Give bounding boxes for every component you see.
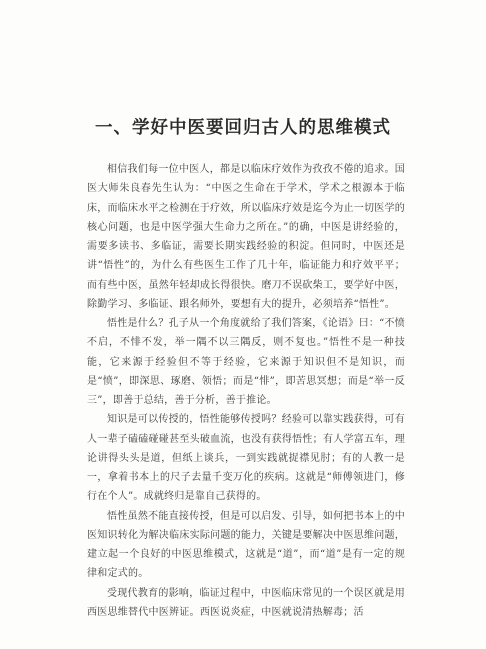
paragraph: 相信我们每一位中医人，都是以临床疗效作为孜孜不倦的追求。国医大师朱良春先生认为：“中医之生命在于学术，学术之根源本于临床，而临床水平之检测在于疗效，所以临床疗效是迄今为止一切医学的核心问题，也是中医学强大生命力之所在。”的确，中医是讲经验的，需要多读书、多临证，需要长期实践经验的积淀。但同时，中医还是讲“悟性”的，为什么有些医生工作了几十年，临证能力和疗效平平；而有些中医，虽然年轻却成长得很快。磨刀不误砍柴工，要学好中医，除勤学习、多临证、跟名师外，要想有大的提升，必须培养“悟性”。 — [87, 164, 405, 310]
chapter-title: 一、学好中医要回归古人的思维模式 — [95, 118, 391, 138]
paragraph: 悟性虽然不能直接传授，但是可以启发、引导，如何把书本上的中医知识转化为解决临床实际问题的能力，关键是要解决中医思维问题，建立起一个良好的中医思维模式，这就是“道”，而“道”是有一定的规律和定式的。 — [87, 510, 405, 580]
paragraph: 受现代教育的影响，临证过程中，中医临床常见的一个误区就是用西医思维替代中医辨证。西医说炎症，中医就说清热解毒；活 — [87, 587, 405, 618]
paragraph: 悟性是什么？孔子从一个角度就给了我们答案，《论语》曰：“不愤不启，不悱不发，举一隅不以三隅反，则不复也。”悟性不是一种技能，它来源于经验但不等于经验，它来源于知识但不是知识，而是“愤”，即深思、琢磨、领悟；而是“悱”，即苦思冥想；而是“举一反三”，即善于总结，善于分析，善于推论。 — [87, 318, 405, 406]
body-text — [87, 160, 405, 622]
paragraph: 知识是可以传授的，悟性能够传授吗？经验可以靠实践获得，可有人一辈子磕磕碰碰甚至头破血流，也没有获得悟性；有人学富五车，理论讲得头头是道，但纸上谈兵，一到实践就捉襟见肘；有的人教一是一，拿着书本上的尺子去量千变万化的疾病。这就是“师傅领进门，修行在个人”。成就终归是靠自己获得的。 — [87, 414, 405, 503]
